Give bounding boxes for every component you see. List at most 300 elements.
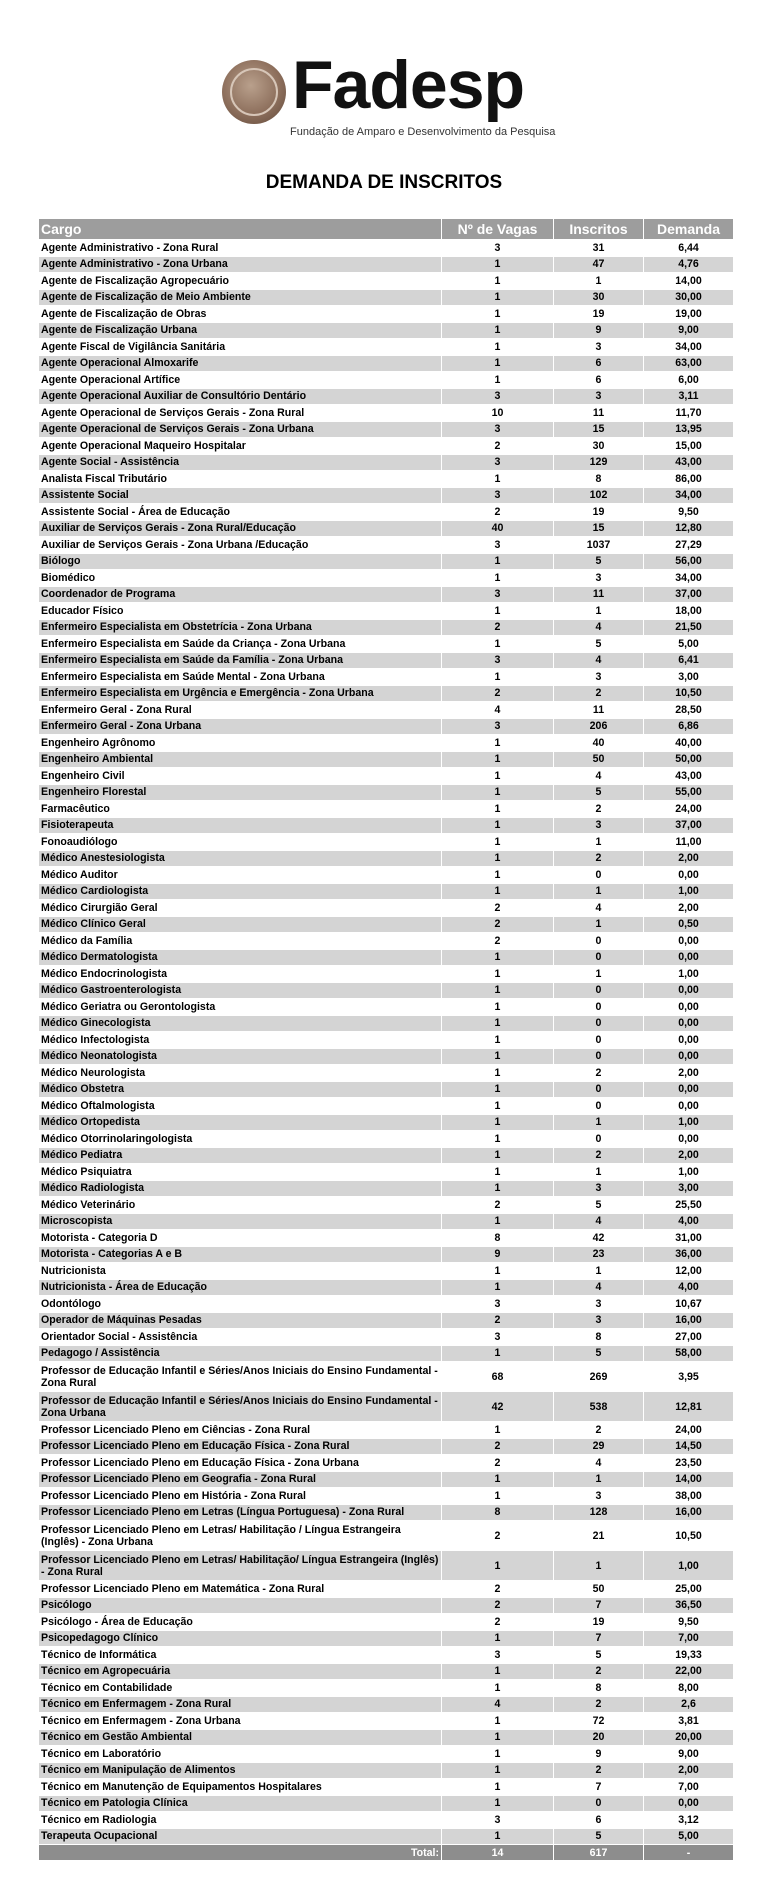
demanda-cell: 10,50 xyxy=(644,685,734,702)
vagas-cell: 1 xyxy=(442,1680,554,1697)
cargo-cell: Enfermeiro Geral - Zona Urbana xyxy=(39,718,442,735)
cargo-cell: Professor Licenciado Pleno em Educação Física - Zona Rural xyxy=(39,1438,442,1455)
demanda-cell: 3,81 xyxy=(644,1713,734,1730)
vagas-cell: 1 xyxy=(442,1828,554,1845)
inscritos-cell: 9 xyxy=(554,322,644,339)
cargo-cell: Agente Social - Assistência xyxy=(39,454,442,471)
cargo-cell: Médico da Família xyxy=(39,933,442,950)
inscritos-cell: 129 xyxy=(554,454,644,471)
demanda-cell: 0,00 xyxy=(644,1048,734,1065)
header-demanda: Demanda xyxy=(644,219,734,240)
inscritos-cell: 3 xyxy=(554,570,644,587)
table-row xyxy=(39,1471,734,1488)
cargo-cell: Técnico em Laboratório xyxy=(39,1746,442,1763)
table-row xyxy=(39,537,734,554)
vagas-cell: 1 xyxy=(442,1279,554,1296)
vagas-cell: 1 xyxy=(442,322,554,339)
table-row xyxy=(39,1081,734,1098)
table-header-row xyxy=(39,219,734,240)
demanda-cell: 2,00 xyxy=(644,1762,734,1779)
demanda-cell: 14,50 xyxy=(644,1438,734,1455)
inscritos-cell: 3 xyxy=(554,669,644,686)
demanda-cell: 9,00 xyxy=(644,1746,734,1763)
inscritos-cell: 4 xyxy=(554,1279,644,1296)
vagas-cell: 3 xyxy=(442,586,554,603)
cargo-cell: Engenheiro Civil xyxy=(39,768,442,785)
inscritos-cell: 4 xyxy=(554,619,644,636)
inscritos-cell: 30 xyxy=(554,438,644,455)
table-row xyxy=(39,421,734,438)
cargo-cell: Pedagogo / Assistência xyxy=(39,1345,442,1362)
vagas-cell: 10 xyxy=(442,405,554,422)
cargo-cell: Orientador Social - Assistência xyxy=(39,1329,442,1346)
vagas-cell: 2 xyxy=(442,619,554,636)
vagas-cell: 1 xyxy=(442,1114,554,1131)
demanda-cell: 34,00 xyxy=(644,570,734,587)
inscritos-cell: 2 xyxy=(554,850,644,867)
table-row xyxy=(39,372,734,389)
inscritos-cell: 0 xyxy=(554,999,644,1016)
inscritos-cell: 0 xyxy=(554,949,644,966)
demanda-cell: 24,00 xyxy=(644,1422,734,1439)
table-row xyxy=(39,273,734,290)
demanda-cell: 2,00 xyxy=(644,850,734,867)
table-row xyxy=(39,487,734,504)
table-row xyxy=(39,1762,734,1779)
table-row xyxy=(39,1696,734,1713)
inscritos-cell: 4 xyxy=(554,768,644,785)
demanda-cell: 22,00 xyxy=(644,1663,734,1680)
demanda-cell: 34,00 xyxy=(644,339,734,356)
demanda-cell: 86,00 xyxy=(644,471,734,488)
inscritos-cell: 102 xyxy=(554,487,644,504)
inscritos-cell: 8 xyxy=(554,1329,644,1346)
vagas-cell: 3 xyxy=(442,388,554,405)
table-row xyxy=(39,652,734,669)
vagas-cell: 1 xyxy=(442,1032,554,1049)
table-row xyxy=(39,933,734,950)
total-demanda: - xyxy=(644,1845,734,1861)
vagas-cell: 1 xyxy=(442,1471,554,1488)
table-row xyxy=(39,1032,734,1049)
vagas-cell: 1 xyxy=(442,1065,554,1082)
table-row xyxy=(39,966,734,983)
table-row xyxy=(39,883,734,900)
table-row xyxy=(39,702,734,719)
cargo-cell: Agente de Fiscalização Agropecuário xyxy=(39,273,442,290)
table-row xyxy=(39,636,734,653)
vagas-cell: 2 xyxy=(442,1614,554,1631)
cargo-cell: Técnico em Gestão Ambiental xyxy=(39,1729,442,1746)
inscritos-cell: 30 xyxy=(554,289,644,306)
cargo-cell: Engenheiro Agrônomo xyxy=(39,735,442,752)
table-row xyxy=(39,1147,734,1164)
cargo-cell: Técnico em Enfermagem - Zona Rural xyxy=(39,1696,442,1713)
cargo-cell: Médico Radiologista xyxy=(39,1180,442,1197)
inscritos-cell: 5 xyxy=(554,784,644,801)
vagas-cell: 1 xyxy=(442,735,554,752)
inscritos-cell: 2 xyxy=(554,1065,644,1082)
demanda-cell: 2,00 xyxy=(644,1147,734,1164)
inscritos-cell: 1 xyxy=(554,1263,644,1280)
cargo-cell: Psicólogo xyxy=(39,1597,442,1614)
demanda-cell: 43,00 xyxy=(644,454,734,471)
vagas-cell: 1 xyxy=(442,603,554,620)
inscritos-cell: 0 xyxy=(554,1048,644,1065)
inscritos-cell: 11 xyxy=(554,586,644,603)
vagas-cell: 3 xyxy=(442,1812,554,1829)
cargo-cell: Biomédico xyxy=(39,570,442,587)
demanda-cell: 0,00 xyxy=(644,933,734,950)
inscritos-cell: 21 xyxy=(554,1521,644,1551)
vagas-cell: 2 xyxy=(442,438,554,455)
vagas-cell: 4 xyxy=(442,702,554,719)
cargo-cell: Professor Licenciado Pleno em História - Zona Rural xyxy=(39,1488,442,1505)
table-row xyxy=(39,669,734,686)
table-row xyxy=(39,454,734,471)
cargo-cell: Médico Ortopedista xyxy=(39,1114,442,1131)
cargo-cell: Agente Operacional Almoxarife xyxy=(39,355,442,372)
vagas-cell: 1 xyxy=(442,553,554,570)
table-row xyxy=(39,1521,734,1551)
vagas-cell: 1 xyxy=(442,1551,554,1581)
inscritos-cell: 2 xyxy=(554,801,644,818)
demanda-cell: 43,00 xyxy=(644,768,734,785)
cargo-cell: Agente Operacional Auxiliar de Consultório Dentário xyxy=(39,388,442,405)
inscritos-cell: 50 xyxy=(554,1581,644,1598)
table-row xyxy=(39,1663,734,1680)
vagas-cell: 40 xyxy=(442,520,554,537)
cargo-cell: Biólogo xyxy=(39,553,442,570)
inscritos-cell: 47 xyxy=(554,256,644,273)
vagas-cell: 1 xyxy=(442,1098,554,1115)
cargo-cell: Técnico em Agropecuária xyxy=(39,1663,442,1680)
cargo-cell: Coordenador de Programa xyxy=(39,586,442,603)
cargo-cell: Médico Psiquiatra xyxy=(39,1164,442,1181)
vagas-cell: 1 xyxy=(442,256,554,273)
demanda-cell: 3,95 xyxy=(644,1362,734,1392)
vagas-cell: 8 xyxy=(442,1504,554,1521)
inscritos-cell: 0 xyxy=(554,1795,644,1812)
vagas-cell: 2 xyxy=(442,1197,554,1214)
inscritos-cell: 19 xyxy=(554,306,644,323)
table-row xyxy=(39,768,734,785)
demanda-cell: 0,00 xyxy=(644,1131,734,1148)
demand-table xyxy=(38,218,734,1861)
demanda-cell: 37,00 xyxy=(644,586,734,603)
table-row xyxy=(39,1329,734,1346)
table-row xyxy=(39,801,734,818)
vagas-cell: 2 xyxy=(442,1438,554,1455)
cargo-cell: Médico Auditor xyxy=(39,867,442,884)
inscritos-cell: 2 xyxy=(554,1762,644,1779)
table-row xyxy=(39,1581,734,1598)
cargo-cell: Psicólogo - Área de Educação xyxy=(39,1614,442,1631)
vagas-cell: 4 xyxy=(442,1696,554,1713)
demanda-cell: 0,00 xyxy=(644,1098,734,1115)
demanda-cell: 36,50 xyxy=(644,1597,734,1614)
header-inscritos: Inscritos xyxy=(554,219,644,240)
table-row xyxy=(39,355,734,372)
vagas-cell: 1 xyxy=(442,1663,554,1680)
table-row xyxy=(39,1812,734,1829)
vagas-cell: 3 xyxy=(442,1647,554,1664)
vagas-cell: 1 xyxy=(442,1762,554,1779)
table-row xyxy=(39,1246,734,1263)
demanda-cell: 34,00 xyxy=(644,487,734,504)
vagas-cell: 1 xyxy=(442,636,554,653)
inscritos-cell: 9 xyxy=(554,1746,644,1763)
cargo-cell: Assistente Social - Área de Educação xyxy=(39,504,442,521)
vagas-cell: 1 xyxy=(442,1746,554,1763)
cargo-cell: Agente de Fiscalização de Obras xyxy=(39,306,442,323)
inscritos-cell: 1 xyxy=(554,916,644,933)
table-row xyxy=(39,603,734,620)
inscritos-cell: 5 xyxy=(554,1345,644,1362)
cargo-cell: Farmacêutico xyxy=(39,801,442,818)
table-row xyxy=(39,256,734,273)
vagas-cell: 1 xyxy=(442,273,554,290)
inscritos-cell: 2 xyxy=(554,1422,644,1439)
inscritos-cell: 40 xyxy=(554,735,644,752)
vagas-cell: 1 xyxy=(442,883,554,900)
vagas-cell: 2 xyxy=(442,1581,554,1598)
cargo-cell: Terapeuta Ocupacional xyxy=(39,1828,442,1845)
inscritos-cell: 2 xyxy=(554,1663,644,1680)
vagas-cell: 9 xyxy=(442,1246,554,1263)
demanda-cell: 0,00 xyxy=(644,867,734,884)
table-row xyxy=(39,1828,734,1845)
vagas-cell: 1 xyxy=(442,355,554,372)
table-row xyxy=(39,471,734,488)
table-row xyxy=(39,520,734,537)
table-row xyxy=(39,867,734,884)
table-row xyxy=(39,685,734,702)
vagas-cell: 3 xyxy=(442,1296,554,1313)
demanda-cell: 30,00 xyxy=(644,289,734,306)
demanda-cell: 40,00 xyxy=(644,735,734,752)
table-row xyxy=(39,1197,734,1214)
inscritos-cell: 128 xyxy=(554,1504,644,1521)
table-row xyxy=(39,1551,734,1581)
vagas-cell: 2 xyxy=(442,685,554,702)
demanda-cell: 3,11 xyxy=(644,388,734,405)
cargo-cell: Técnico em Enfermagem - Zona Urbana xyxy=(39,1713,442,1730)
vagas-cell: 3 xyxy=(442,652,554,669)
demanda-cell: 23,50 xyxy=(644,1455,734,1472)
vagas-cell: 1 xyxy=(442,982,554,999)
inscritos-cell: 1 xyxy=(554,603,644,620)
inscritos-cell: 1037 xyxy=(554,537,644,554)
cargo-cell: Agente Administrativo - Zona Rural xyxy=(39,240,442,257)
inscritos-cell: 1 xyxy=(554,1114,644,1131)
cargo-cell: Odontólogo xyxy=(39,1296,442,1313)
demanda-cell: 8,00 xyxy=(644,1680,734,1697)
table-row xyxy=(39,916,734,933)
inscritos-cell: 31 xyxy=(554,240,644,257)
vagas-cell: 1 xyxy=(442,1164,554,1181)
cargo-cell: Auxiliar de Serviços Gerais - Zona Rural/Educação xyxy=(39,520,442,537)
vagas-cell: 3 xyxy=(442,718,554,735)
vagas-cell: 1 xyxy=(442,1488,554,1505)
demanda-cell: 6,00 xyxy=(644,372,734,389)
demanda-cell: 12,81 xyxy=(644,1392,734,1422)
demanda-cell: 3,12 xyxy=(644,1812,734,1829)
table-row xyxy=(39,306,734,323)
table-row xyxy=(39,438,734,455)
cargo-cell: Professor Licenciado Pleno em Letras/ Habilitação/ Língua Estrangeira (Inglês) - Zona Rural xyxy=(39,1551,442,1581)
inscritos-cell: 1 xyxy=(554,883,644,900)
inscritos-cell: 3 xyxy=(554,1180,644,1197)
cargo-cell: Motorista - Categorias A e B xyxy=(39,1246,442,1263)
inscritos-cell: 4 xyxy=(554,1455,644,1472)
inscritos-cell: 0 xyxy=(554,1015,644,1032)
table-row xyxy=(39,1392,734,1422)
demanda-cell: 5,00 xyxy=(644,636,734,653)
total-row xyxy=(39,1845,734,1861)
demanda-cell: 9,50 xyxy=(644,504,734,521)
vagas-cell: 1 xyxy=(442,1263,554,1280)
vagas-cell: 1 xyxy=(442,372,554,389)
cargo-cell: Enfermeiro Geral - Zona Rural xyxy=(39,702,442,719)
cargo-cell: Enfermeiro Especialista em Urgência e Emergência - Zona Urbana xyxy=(39,685,442,702)
inscritos-cell: 538 xyxy=(554,1392,644,1422)
vagas-cell: 3 xyxy=(442,487,554,504)
vagas-cell: 3 xyxy=(442,454,554,471)
cargo-cell: Professor Licenciado Pleno em Ciências - Zona Rural xyxy=(39,1422,442,1439)
vagas-cell: 1 xyxy=(442,289,554,306)
total-inscritos: 617 xyxy=(554,1845,644,1861)
cargo-cell: Médico Pediatra xyxy=(39,1147,442,1164)
cargo-cell: Médico Ginecologista xyxy=(39,1015,442,1032)
vagas-cell: 1 xyxy=(442,1345,554,1362)
inscritos-cell: 42 xyxy=(554,1230,644,1247)
vagas-cell: 42 xyxy=(442,1392,554,1422)
demanda-cell: 0,50 xyxy=(644,916,734,933)
table-row xyxy=(39,1098,734,1115)
table-row xyxy=(39,850,734,867)
cargo-cell: Professor Licenciado Pleno em Letras/ Habilitação / Língua Estrangeira (Inglês) - Zona Urbana xyxy=(39,1521,442,1551)
demanda-cell: 11,70 xyxy=(644,405,734,422)
demanda-cell: 10,67 xyxy=(644,1296,734,1313)
inscritos-cell: 2 xyxy=(554,685,644,702)
total-vagas: 14 xyxy=(442,1845,554,1861)
demanda-cell: 28,50 xyxy=(644,702,734,719)
cargo-cell: Médico Cirurgião Geral xyxy=(39,900,442,917)
inscritos-cell: 5 xyxy=(554,1828,644,1845)
header-vagas: Nº de Vagas xyxy=(442,219,554,240)
vagas-cell: 3 xyxy=(442,537,554,554)
cargo-cell: Enfermeiro Especialista em Saúde da Família - Zona Urbana xyxy=(39,652,442,669)
demanda-cell: 6,41 xyxy=(644,652,734,669)
table-row xyxy=(39,999,734,1016)
demanda-cell: 6,44 xyxy=(644,240,734,257)
table-row xyxy=(39,1455,734,1472)
cargo-cell: Agente Operacional Artífice xyxy=(39,372,442,389)
table-row xyxy=(39,339,734,356)
vagas-cell: 1 xyxy=(442,1048,554,1065)
cargo-cell: Médico Veterinário xyxy=(39,1197,442,1214)
cargo-cell: Médico Neurologista xyxy=(39,1065,442,1082)
inscritos-cell: 4 xyxy=(554,652,644,669)
demanda-cell: 9,50 xyxy=(644,1614,734,1631)
inscritos-cell: 4 xyxy=(554,900,644,917)
inscritos-cell: 7 xyxy=(554,1779,644,1796)
inscritos-cell: 0 xyxy=(554,1098,644,1115)
cargo-cell: Analista Fiscal Tributário xyxy=(39,471,442,488)
table-row xyxy=(39,1362,734,1392)
demanda-cell: 12,00 xyxy=(644,1263,734,1280)
demanda-cell: 63,00 xyxy=(644,355,734,372)
demanda-cell: 38,00 xyxy=(644,1488,734,1505)
table-row xyxy=(39,1729,734,1746)
fadesp-logo xyxy=(222,47,556,148)
cargo-cell: Engenheiro Florestal xyxy=(39,784,442,801)
inscritos-cell: 8 xyxy=(554,471,644,488)
table-row xyxy=(39,1164,734,1181)
inscritos-cell: 1 xyxy=(554,273,644,290)
vagas-cell: 1 xyxy=(442,1630,554,1647)
table-row xyxy=(39,1597,734,1614)
cargo-cell: Técnico em Radiologia xyxy=(39,1812,442,1829)
inscritos-cell: 29 xyxy=(554,1438,644,1455)
table-row xyxy=(39,1746,734,1763)
inscritos-cell: 23 xyxy=(554,1246,644,1263)
cargo-cell: Médico Endocrinologista xyxy=(39,966,442,983)
inscritos-cell: 50 xyxy=(554,751,644,768)
demanda-cell: 11,00 xyxy=(644,834,734,851)
vagas-cell: 1 xyxy=(442,817,554,834)
cargo-cell: Motorista - Categoria D xyxy=(39,1230,442,1247)
inscritos-cell: 4 xyxy=(554,1213,644,1230)
demanda-cell: 50,00 xyxy=(644,751,734,768)
vagas-cell: 1 xyxy=(442,768,554,785)
table-body xyxy=(39,240,734,1845)
demanda-cell: 25,50 xyxy=(644,1197,734,1214)
demanda-cell: 20,00 xyxy=(644,1729,734,1746)
cargo-cell: Técnico em Manutenção de Equipamentos Hospitalares xyxy=(39,1779,442,1796)
demanda-cell: 24,00 xyxy=(644,801,734,818)
vagas-cell: 1 xyxy=(442,1795,554,1812)
table-row xyxy=(39,1114,734,1131)
table-row xyxy=(39,289,734,306)
inscritos-cell: 0 xyxy=(554,1081,644,1098)
vagas-cell: 68 xyxy=(442,1362,554,1392)
inscritos-cell: 1 xyxy=(554,1471,644,1488)
vagas-cell: 1 xyxy=(442,867,554,884)
table-row xyxy=(39,900,734,917)
demanda-cell: 21,50 xyxy=(644,619,734,636)
demanda-cell: 37,00 xyxy=(644,817,734,834)
inscritos-cell: 6 xyxy=(554,355,644,372)
inscritos-cell: 3 xyxy=(554,817,644,834)
cargo-cell: Professor de Educação Infantil e Séries/Anos Iniciais do Ensino Fundamental - Zona Rural xyxy=(39,1362,442,1392)
demanda-cell: 7,00 xyxy=(644,1630,734,1647)
vagas-cell: 1 xyxy=(442,306,554,323)
cargo-cell: Médico Gastroenterologista xyxy=(39,982,442,999)
inscritos-cell: 3 xyxy=(554,1488,644,1505)
table-row xyxy=(39,1422,734,1439)
cargo-cell: Médico Obstetra xyxy=(39,1081,442,1098)
table-row xyxy=(39,1131,734,1148)
inscritos-cell: 1 xyxy=(554,1551,644,1581)
cargo-cell: Agente Operacional Maqueiro Hospitalar xyxy=(39,438,442,455)
demanda-cell: 12,80 xyxy=(644,520,734,537)
inscritos-cell: 8 xyxy=(554,1680,644,1697)
table-row xyxy=(39,1647,734,1664)
demanda-cell: 0,00 xyxy=(644,1032,734,1049)
demanda-cell: 6,86 xyxy=(644,718,734,735)
